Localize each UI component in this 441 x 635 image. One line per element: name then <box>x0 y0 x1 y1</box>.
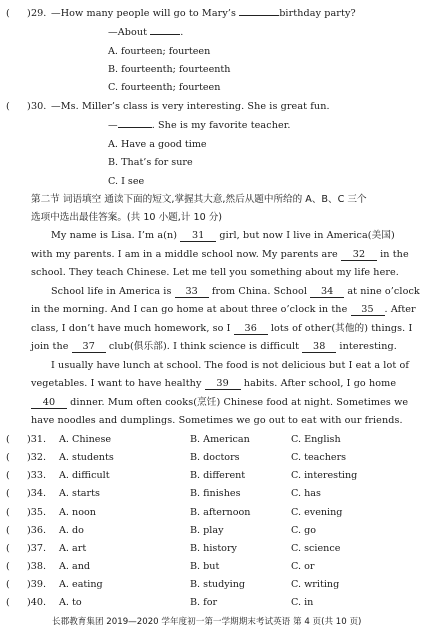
option-b: B. different <box>190 470 246 481</box>
option-a: A. Chinese <box>59 434 112 445</box>
section-heading: 第二节 词语填空 通读下面的短文,掌握其大意,然后从题中所给的 A、B、C 三个 <box>31 194 367 205</box>
passage-line: I usually have lunch at school. The food is not delicious but I eat a lot of <box>51 360 409 371</box>
question-number: )37. <box>27 543 47 554</box>
answer-paren-close: ) <box>27 101 31 112</box>
blank-36: 36 <box>234 323 268 335</box>
page-footer: 长郡教育集团 2019—2020 学年度初一第一学期期末考试英语 第 4 页(共 10 页) <box>52 617 362 627</box>
blank-39: 39 <box>205 378 241 390</box>
passage-line: in the morning. And I can go home at about three o’clock in the 35 . After <box>31 304 416 315</box>
option-b: B. but <box>190 561 220 572</box>
option-b: B. for <box>190 597 218 608</box>
passage-line: vegetables. I want to have healthy 39 habits. After school, I go home <box>31 378 397 389</box>
blank-38: 38 <box>302 341 336 353</box>
passage-line: School life in America is 33 from China. School 34 at nine o’clock <box>51 286 420 297</box>
question-number: 30. <box>31 101 47 112</box>
question-number: )31. <box>27 434 47 445</box>
option-b: B. That’s for sure <box>108 157 193 168</box>
option-a: A. fourteen; fourteen <box>108 46 211 57</box>
answer-paren: ( <box>6 507 10 518</box>
option-c: C. evening <box>291 507 343 518</box>
question-number: 29. <box>31 8 47 19</box>
option-a: A. do <box>59 525 84 536</box>
passage-line: have noodles and dumplings. Sometimes we go out to eat with our friends. <box>31 415 403 426</box>
answer-paren: ( <box>6 452 10 463</box>
question-number: )34. <box>27 488 47 499</box>
passage-line: My name is Lisa. I’m a(n) 31 girl, but now I live in America(美国) <box>51 230 395 241</box>
option-a: A. eating <box>59 579 103 590</box>
question-number: )33. <box>27 470 47 481</box>
passage-line: 40 dinner. Mum often cooks(烹饪) Chinese food at night. Sometimes we <box>31 397 408 409</box>
question-number: )32. <box>27 452 47 463</box>
answer-paren: ( <box>6 597 10 608</box>
option-a: A. difficult <box>59 470 110 481</box>
question-stem: —Ms. Miller’s class is very interesting. She is great fun. <box>51 101 330 112</box>
option-c: C. has <box>291 488 321 499</box>
option-b: B. doctors <box>190 452 240 463</box>
option-c: C. or <box>291 561 315 572</box>
answer-paren: ( <box>6 470 10 481</box>
passage-line: with my parents. I am in a middle school now. My parents are 32 in the <box>31 249 409 260</box>
option-a: A. Have a good time <box>108 139 207 150</box>
question-number: )38. <box>27 561 47 572</box>
option-a: A. students <box>59 452 114 463</box>
blank <box>239 15 279 16</box>
option-b: B. studying <box>190 579 246 590</box>
option-c: C. English <box>291 434 341 445</box>
blank-40: 40 <box>31 397 67 409</box>
section-instructions: 选项中选出最佳答案。(共 10 小题,计 10 分) <box>31 212 223 223</box>
answer-paren-close: ) <box>27 8 31 19</box>
option-c: C. fourteenth; fourteen <box>108 82 221 93</box>
option-a: A. and <box>59 561 91 572</box>
blank-37: 37 <box>72 341 106 353</box>
option-a: A. noon <box>59 507 96 518</box>
passage-line: class, I don’t have much homework, so I 36 lots of other(其他的) things. I <box>31 323 413 334</box>
option-b: B. afternoon <box>190 507 251 518</box>
passage-line: school. They teach Chinese. Let me tell you something about my life here. <box>31 267 399 278</box>
option-b: B. fourteenth; fourteenth <box>108 64 231 75</box>
answer-paren: ( <box>6 579 10 590</box>
question-reply: —About . <box>108 27 184 38</box>
blank-35: 35 <box>351 304 385 316</box>
option-c: C. writing <box>291 579 340 590</box>
option-c: C. in <box>291 597 314 608</box>
option-a: A. art <box>59 543 87 554</box>
answer-paren: ( <box>6 488 10 499</box>
blank-34: 34 <box>310 286 344 298</box>
option-b: B. history <box>190 543 237 554</box>
blank <box>118 127 152 128</box>
answer-paren: ( <box>6 8 10 19</box>
question-number: )35. <box>27 507 47 518</box>
question-reply: — . She is my favorite teacher. <box>108 120 291 131</box>
option-b: B. American <box>190 434 250 445</box>
answer-paren: ( <box>6 101 10 112</box>
option-c: C. teachers <box>291 452 347 463</box>
option-c: C. science <box>291 543 341 554</box>
blank-33: 33 <box>175 286 209 298</box>
question-number: )40. <box>27 597 47 608</box>
option-b: B. play <box>190 525 224 536</box>
passage-line: join the 37 club(俱乐部). I think science is difficult 38 interesting. <box>31 341 397 352</box>
question-number: )36. <box>27 525 47 536</box>
option-a: A. to <box>59 597 82 608</box>
answer-paren: ( <box>6 434 10 445</box>
option-c: C. I see <box>108 176 145 187</box>
question-number: )39. <box>27 579 47 590</box>
question-stem: —How many people will go to Mary’s birthday party? <box>51 8 356 19</box>
option-c: C. interesting <box>291 470 358 481</box>
option-a: A. starts <box>59 488 100 499</box>
blank-32: 32 <box>341 249 377 261</box>
answer-paren: ( <box>6 525 10 536</box>
answer-paren: ( <box>6 543 10 554</box>
blank-31: 31 <box>180 230 216 242</box>
option-c: C. go <box>291 525 317 536</box>
option-b: B. finishes <box>190 488 241 499</box>
blank <box>150 34 180 35</box>
answer-paren: ( <box>6 561 10 572</box>
